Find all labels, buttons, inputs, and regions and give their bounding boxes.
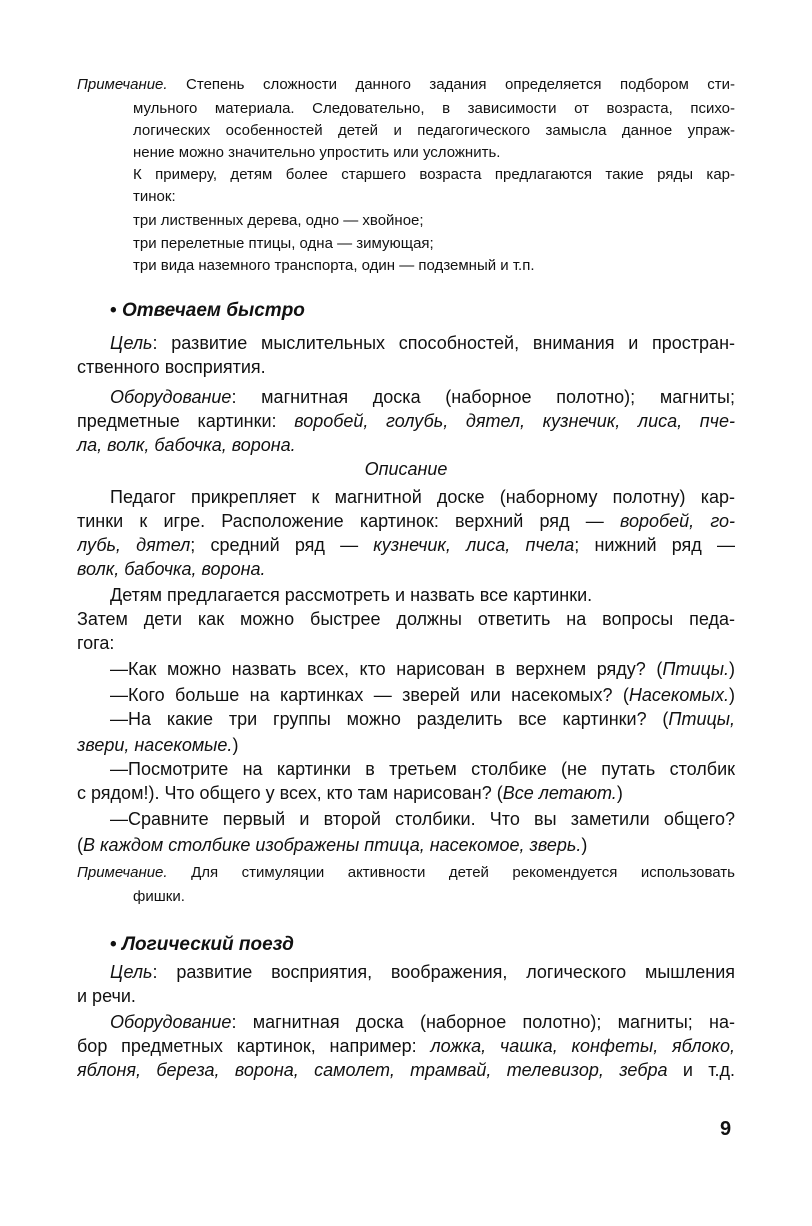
text-segment: —Посмотрите на картинки в третьем столбике (не путать столбик [110, 759, 735, 779]
text-segment: Педагог прикрепляет к магнитной доске (наборному полотну) кар- [110, 487, 735, 507]
emphasis-text: Оборудование [110, 387, 232, 407]
emphasis-text: Примечание. [77, 864, 168, 881]
text-segment: • [110, 934, 122, 955]
emphasis-text: Птицы, [668, 709, 735, 729]
text-segment: —Кого больше на картинках — зверей или насекомых? ( [110, 685, 629, 705]
text-line [77, 356, 266, 378]
text-segment: Детям предлагается рассмотреть и назвать все картинки. [110, 585, 593, 605]
text-segment: тинок: [133, 188, 176, 205]
text-line [133, 186, 176, 208]
text-line [110, 684, 735, 706]
text-segment: фишки. [133, 888, 185, 905]
text-segment: • [110, 300, 122, 321]
text-line [77, 558, 266, 580]
text-line [133, 255, 535, 277]
text-line [77, 1035, 735, 1057]
text-segment: —Как можно назвать всех, кто нарисован в верхнем ряду? ( [110, 659, 663, 679]
text-segment: мульного материала. Следовательно, в зависимости от возраста, психо- [133, 100, 735, 117]
text-segment: ) [729, 659, 735, 679]
emphasis-text: Примечание. [77, 76, 168, 93]
text-line [77, 434, 296, 456]
page-number: 9 [720, 1118, 732, 1140]
emphasis-text: Описание [364, 459, 448, 479]
text-segment: логических особенностей детей и педагогического замысла данное упраж- [133, 122, 735, 139]
text-line [110, 332, 735, 354]
text-line [77, 632, 114, 654]
emphasis-text: звери, насекомые. [77, 735, 233, 755]
emphasis-text: Логический поезд [121, 934, 294, 955]
emphasis-text: Отвечаем быстро [121, 300, 305, 321]
text-segment: гога: [77, 633, 115, 653]
text-segment: и речи. [77, 986, 136, 1006]
emphasis-text: лубь, дятел [77, 535, 191, 555]
text-segment: : магнитная доска (наборное полотно); магниты; [231, 387, 735, 407]
text-line [133, 98, 735, 120]
text-line [133, 233, 434, 255]
text-segment: Степень сложности данного задания определяется подбором сти- [167, 76, 735, 93]
text-segment: : развитие мыслительных способностей, внимания и простран- [152, 333, 735, 353]
emphasis-text: ла, волк, бабочка, ворона. [77, 435, 296, 455]
text-line [77, 1059, 735, 1081]
text-segment: ственного восприятия. [77, 357, 266, 377]
subsection-heading [77, 458, 735, 480]
text-line [110, 758, 735, 780]
text-segment: три вида наземного транспорта, один — подземный и т.п. [133, 257, 535, 274]
text-segment: ) [616, 783, 623, 803]
emphasis-text: яблоня, береза, ворона, самолет, трамвай, телевизор, зебра [77, 1060, 668, 1080]
text-line [77, 74, 735, 96]
text-line [110, 1011, 735, 1033]
text-segment: ; нижний ряд — [574, 535, 735, 555]
emphasis-text: Цель [110, 333, 153, 353]
text-line [133, 886, 185, 908]
emphasis-text: Насекомых. [628, 685, 729, 705]
section-heading [110, 300, 305, 322]
text-segment: три лиственных дерева, одно — хвойное; [133, 212, 424, 229]
text-segment: ( [77, 835, 83, 855]
text-line [77, 410, 735, 432]
emphasis-text: воробей, го- [619, 511, 735, 531]
text-line [133, 120, 735, 142]
text-line [110, 584, 592, 606]
text-line [77, 608, 735, 630]
emphasis-text: Цель [110, 962, 153, 982]
text-line [77, 534, 735, 556]
text-segment: бор предметных картинок, например: [77, 1036, 431, 1056]
emphasis-text: Все летают. [502, 783, 617, 803]
text-line [77, 734, 238, 756]
text-segment: три перелетные птицы, одна — зимующая; [133, 235, 434, 252]
text-segment: Для стимуляции активности детей рекомендуется использовать [167, 864, 735, 881]
text-line [110, 961, 735, 983]
text-line [110, 486, 735, 508]
text-line [110, 708, 735, 730]
text-line [110, 386, 735, 408]
emphasis-text: воробей, голубь, дятел, кузнечик, лиса, пче- [294, 411, 735, 431]
emphasis-text: Птицы. [662, 659, 729, 679]
text-line [133, 210, 424, 232]
text-segment: —Сравните первый и второй столбики. Что вы заметили общего? [110, 809, 735, 829]
text-segment: ) [729, 685, 735, 705]
emphasis-text: волк, бабочка, ворона. [77, 559, 266, 579]
text-segment: тинки к игре. Расположение картинок: верхний ряд — [77, 511, 620, 531]
text-line [77, 782, 623, 804]
text-segment: и т.д. [667, 1060, 735, 1080]
section-heading [110, 934, 294, 956]
text-line [110, 808, 735, 830]
text-line [77, 510, 735, 532]
text-segment: Затем дети как можно быстрее должны ответить на вопросы педа- [77, 609, 735, 629]
text-segment: с рядом!). Что общего у всех, кто там нарисован? ( [77, 783, 503, 803]
text-line [133, 142, 500, 164]
text-line [110, 658, 735, 680]
text-segment: : развитие восприятия, воображения, логического мышления [152, 962, 735, 982]
emphasis-text: Оборудование [110, 1012, 232, 1032]
text-line [77, 985, 136, 1007]
emphasis-text: В каждом столбике изображены птица, насекомое, зверь. [83, 835, 582, 855]
text-segment: К примеру, детям более старшего возраста предлагаются такие ряды кар- [133, 166, 735, 183]
text-segment: ; средний ряд — [190, 535, 374, 555]
emphasis-text: ложка, чашка, конфеты, яблоко, [430, 1036, 735, 1056]
text-line [77, 834, 587, 856]
text-segment: ) [581, 835, 588, 855]
text-segment: предметные картинки: [77, 411, 295, 431]
text-segment: ) [232, 735, 239, 755]
text-segment: нение можно значительно упростить или усложнить. [133, 144, 501, 161]
text-segment: : магнитная доска (наборное полотно); магниты; на- [231, 1012, 735, 1032]
text-line [133, 164, 735, 186]
text-segment: —На какие три группы можно разделить все картинки? ( [110, 709, 669, 729]
emphasis-text: кузнечик, лиса, пчела [373, 535, 575, 555]
text-line [77, 862, 735, 884]
